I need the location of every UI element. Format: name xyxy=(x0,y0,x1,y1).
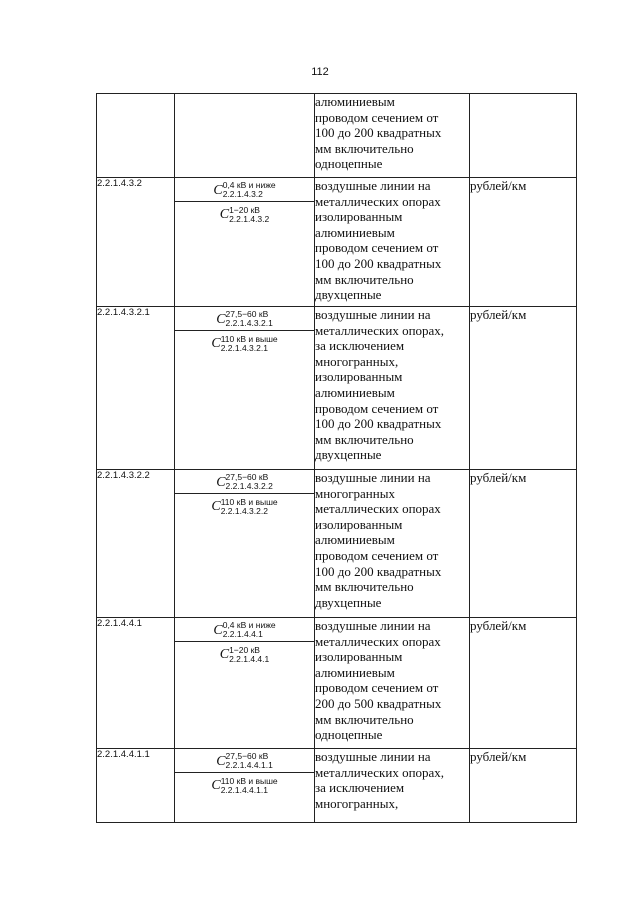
symbol-base: C xyxy=(219,647,230,663)
row-symbols xyxy=(175,178,315,307)
symbol-subscript: 2.2.1.4.3.2.1 xyxy=(225,318,273,329)
symbol-base: C xyxy=(211,778,221,794)
rate-symbol xyxy=(175,178,314,202)
symbol-superscript: 1−20 кВ xyxy=(229,204,260,215)
row-symbols xyxy=(175,94,315,178)
table-row xyxy=(97,749,577,823)
symbol-subscript: 2.2.1.4.3.2 xyxy=(229,213,270,224)
row-symbols xyxy=(175,470,315,618)
row-description: воздушные линии на металлических опорах, за исключением многогранных, изолированным алюминиевым проводом сечением от 100 до 200 квадратных мм включительно двухцепные xyxy=(315,307,470,470)
symbol-superscript: 1−20 кВ xyxy=(229,644,260,655)
row-code: 2.2.1.4.3.2 xyxy=(97,178,175,307)
rate-symbol xyxy=(175,618,314,642)
rate-symbol xyxy=(175,307,314,331)
rate-symbol xyxy=(175,773,314,796)
rate-symbol xyxy=(175,470,314,494)
symbol-superscript: 110 кВ и выше xyxy=(220,496,278,507)
row-code xyxy=(97,94,175,178)
symbol-base: C xyxy=(216,312,226,327)
symbol-subscript: 2.2.1.4.3.2.2 xyxy=(225,481,273,492)
symbol-base: C xyxy=(211,499,221,515)
row-unit: рублей/км xyxy=(470,470,577,618)
table-row xyxy=(97,307,577,470)
row-unit: рублей/км xyxy=(470,749,577,823)
tariff-table xyxy=(96,93,577,823)
row-symbols xyxy=(175,618,315,749)
row-code: 2.2.1.4.3.2.1 xyxy=(97,307,175,470)
row-symbols xyxy=(175,749,315,823)
row-symbols xyxy=(175,307,315,470)
symbol-superscript: 27,5−60 кВ xyxy=(225,472,269,483)
symbol-superscript: 110 кВ и выше xyxy=(220,333,278,344)
row-description: воздушные линии на металлических опорах, за исключением многогранных, xyxy=(315,749,470,823)
symbol-subscript: 2.2.1.4.3.2.2 xyxy=(220,505,268,516)
rate-symbol xyxy=(175,749,314,773)
symbol-subscript: 2.2.1.4.4.1 xyxy=(222,629,263,640)
symbol-base: C xyxy=(213,623,223,638)
row-code: 2.2.1.4.4.1.1 xyxy=(97,749,175,823)
symbol-subscript: 2.2.1.4.3.2 xyxy=(222,189,263,200)
table-row xyxy=(97,470,577,618)
rate-symbol xyxy=(175,331,314,354)
symbol-subscript: 2.2.1.4.4.1.1 xyxy=(220,784,268,795)
rate-symbol xyxy=(175,494,314,517)
symbol-superscript: 0,4 кВ и ниже xyxy=(222,620,276,631)
row-unit: рублей/км xyxy=(470,618,577,749)
symbol-superscript: 27,5−60 кВ xyxy=(225,309,269,320)
row-code: 2.2.1.4.4.1 xyxy=(97,618,175,749)
row-unit: рублей/км xyxy=(470,307,577,470)
symbol-base: C xyxy=(219,207,230,223)
symbol-subscript: 2.2.1.4.4.1.1 xyxy=(225,760,273,771)
symbol-superscript: 0,4 кВ и ниже xyxy=(222,180,276,191)
row-description: воздушные линии на металлических опорах изолированным алюминиевым проводом сечением от 200 до 500 квадратных мм включительно одноцепные xyxy=(315,618,470,749)
row-description: воздушные линии на металлических опорах изолированным алюминиевым проводом сечением от 100 до 200 квадратных мм включительно двухцепные xyxy=(315,178,470,307)
row-description: алюминиевым проводом сечением от 100 до 200 квадратных мм включительно одноцепные xyxy=(315,94,470,178)
row-description: воздушные линии на многогранных металлических опорах изолированным алюминиевым проводом сечением от 100 до 200 квадратных мм включительно двухцепные xyxy=(315,470,470,618)
page-number: 112 xyxy=(311,66,329,78)
symbol-superscript: 110 кВ и выше xyxy=(220,775,278,786)
table-row xyxy=(97,178,577,307)
table-row xyxy=(97,94,577,178)
row-code: 2.2.1.4.3.2.2 xyxy=(97,470,175,618)
table-row xyxy=(97,618,577,749)
symbol-superscript: 27,5−60 кВ xyxy=(225,751,269,762)
symbol-base: C xyxy=(211,336,221,352)
symbol-base: C xyxy=(216,754,226,769)
symbol-subscript: 2.2.1.4.4.1 xyxy=(229,653,270,664)
rate-symbol xyxy=(175,202,314,225)
symbol-subscript: 2.2.1.4.3.2.1 xyxy=(220,342,268,353)
rate-symbol xyxy=(175,642,314,665)
row-unit xyxy=(470,94,577,178)
symbol-base: C xyxy=(216,475,226,490)
symbol-base: C xyxy=(213,183,223,198)
row-unit: рублей/км xyxy=(470,178,577,307)
